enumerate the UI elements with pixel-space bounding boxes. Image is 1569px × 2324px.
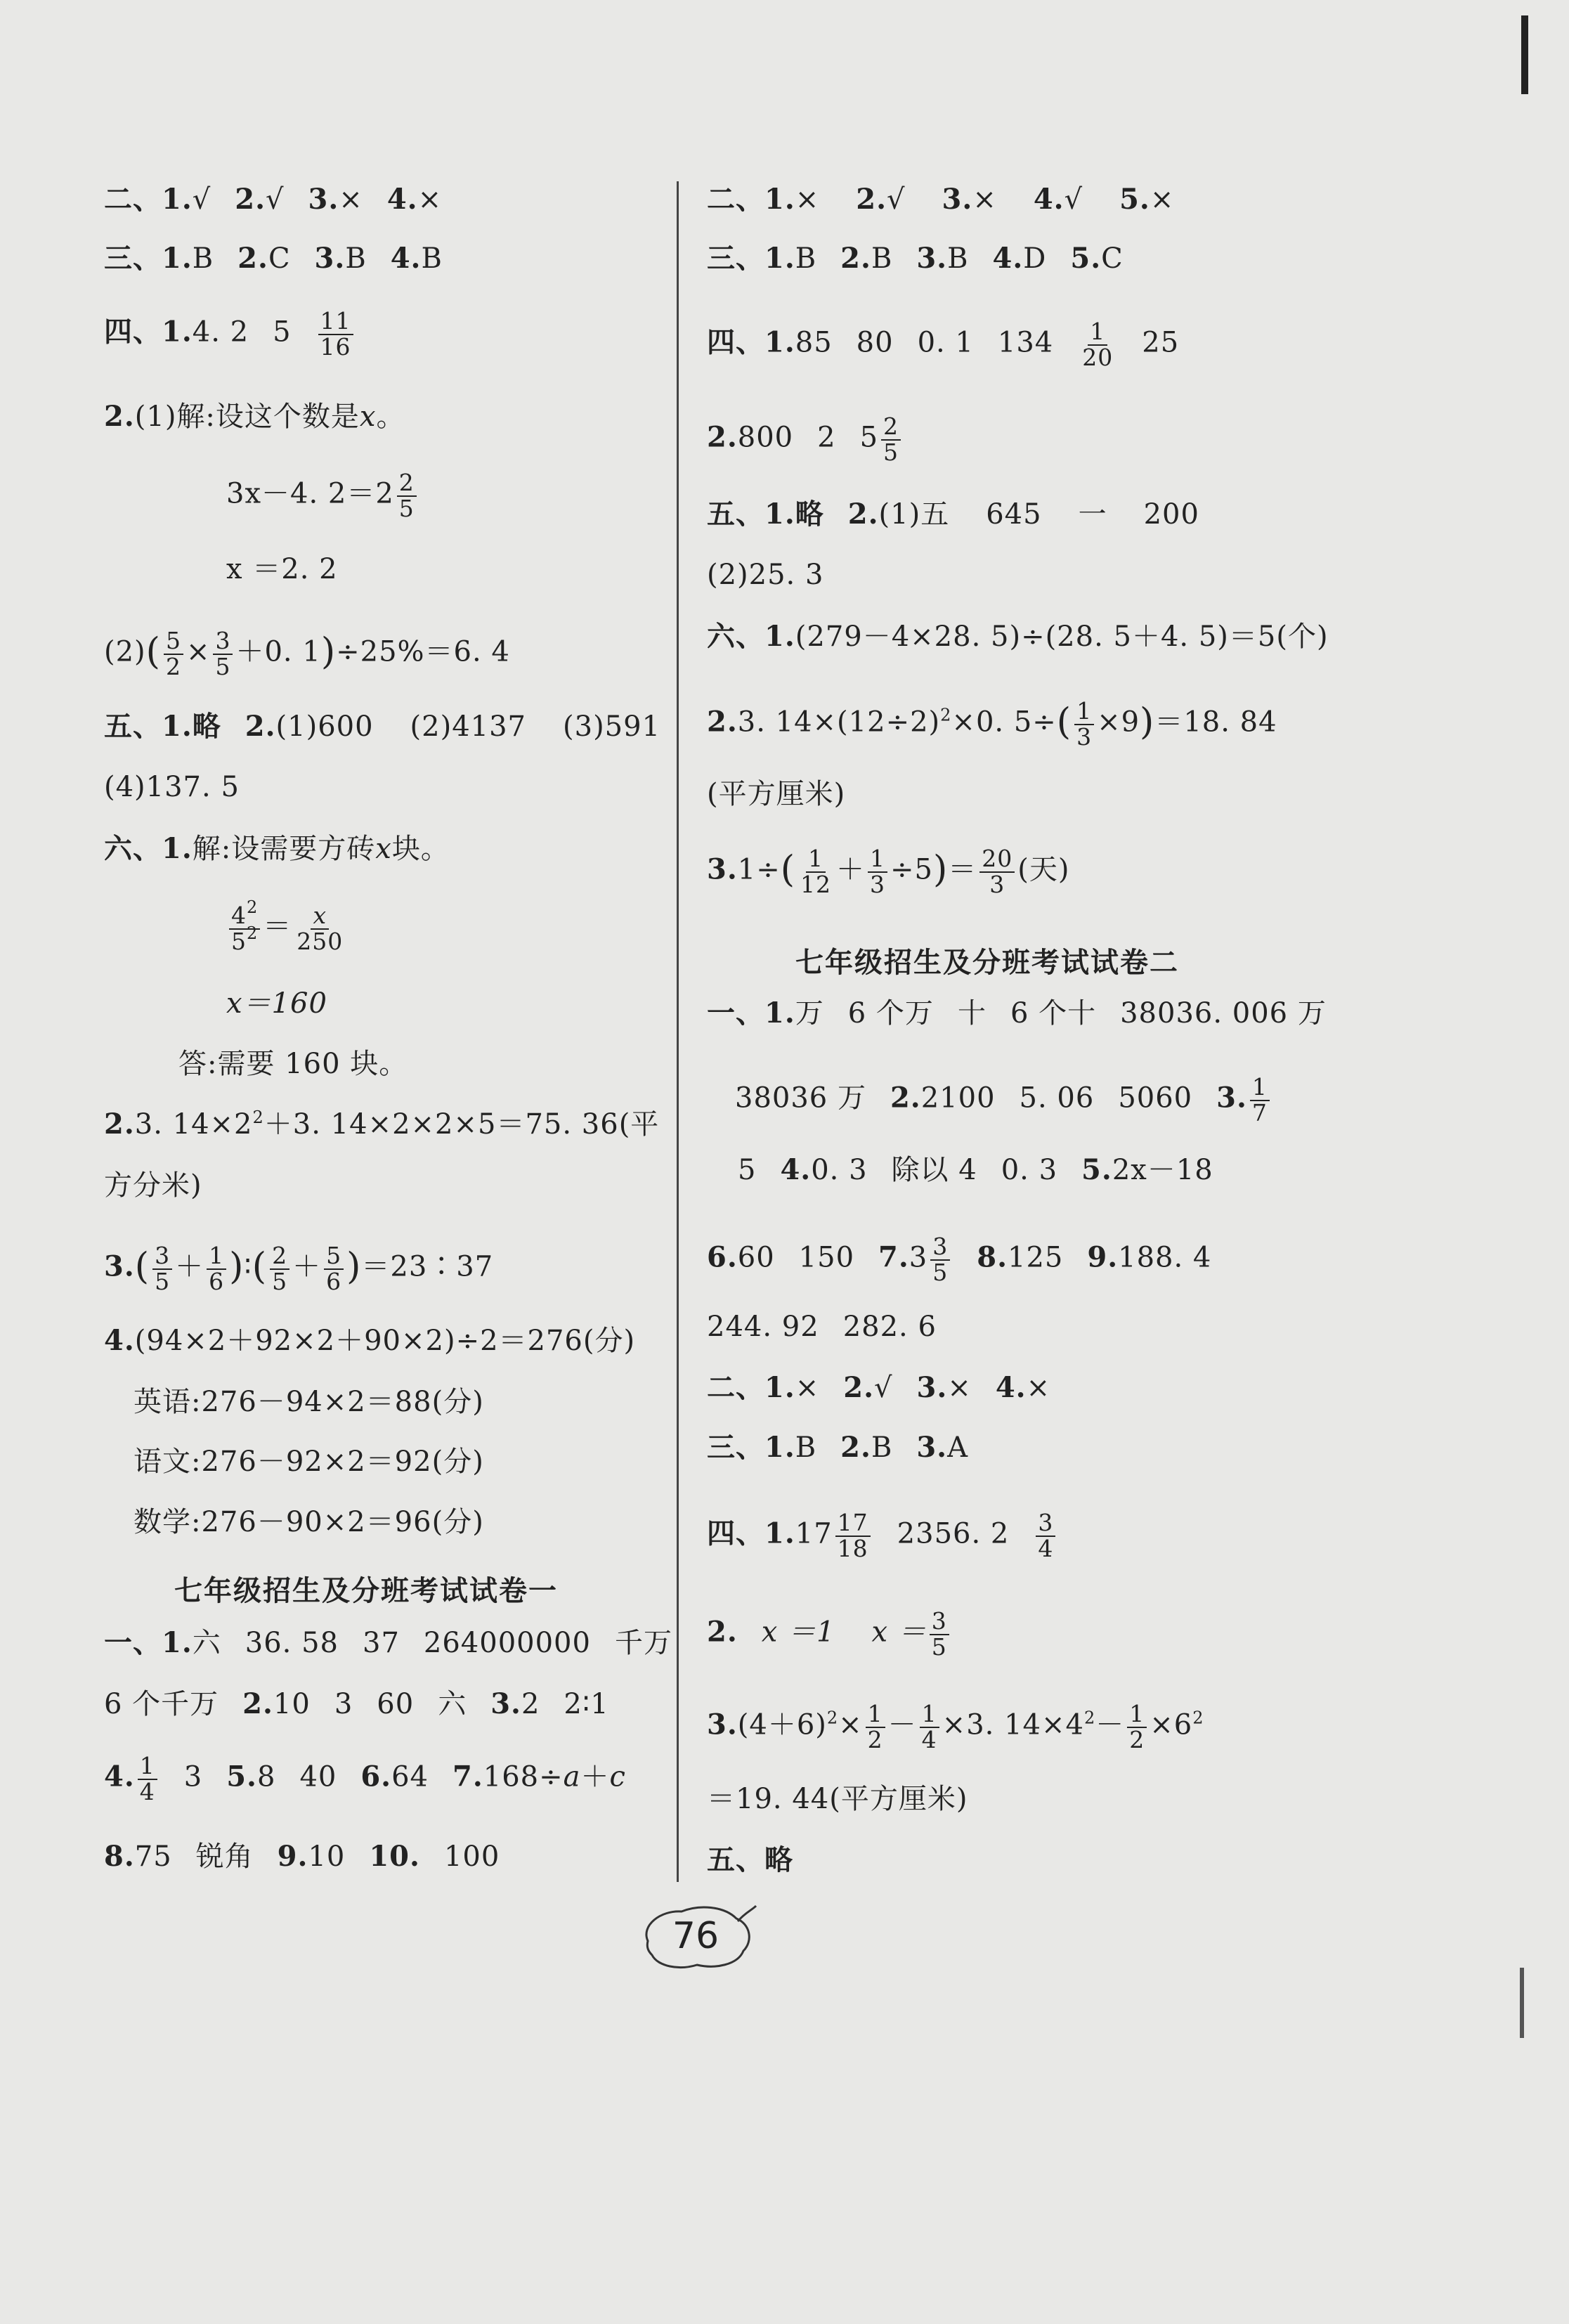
answer-line: 方分米) xyxy=(104,1169,202,1202)
fraction: $\frac{1}{2}$ xyxy=(866,1702,885,1752)
fraction: $\frac{5}{6}$ xyxy=(324,1244,344,1294)
section-title: 七年级招生及分班考试试卷一 xyxy=(174,1575,558,1607)
answer-line: 2.3. $14\times 2^2+3$. 14×2×2×5＝75. 36(平 xyxy=(104,1108,660,1141)
equation-line: x＝160 xyxy=(226,987,327,1020)
section-title: 七年级招生及分班考试试卷二 xyxy=(795,947,1179,979)
answer-line: 一、1.万 6 个万 十 6 个十 38036. 006 万 xyxy=(707,997,1327,1030)
fraction: $\frac{1}{4}$ xyxy=(920,1702,939,1752)
answer-line: 五、1.略 2.(1)五 645 一 200 xyxy=(707,498,1199,531)
fraction: $\frac{3}{5}$ xyxy=(930,1609,949,1659)
answer-line: 2.800 2 5 $\frac{2}{5}$ xyxy=(707,415,904,465)
answer-line: 8.75 锐角 9.10 10. 100 xyxy=(104,1840,500,1873)
fraction: $\frac{1}{4}$ xyxy=(138,1754,157,1804)
column-divider xyxy=(677,181,679,1882)
answer-line: 数学:276－90×2＝96(分) xyxy=(134,1506,484,1538)
fraction: $\frac{x}{250}$ xyxy=(297,902,344,955)
answer-line: 2.(1)解:设这个数是x。 xyxy=(104,400,405,433)
answer-line: $3.(4+6)^2\times$ $\frac{1}{2}$ － $\frac{1}{4}$ ×3. $14\times 4^2-$ $\frac{1}{2}$ $\times 6^2$ xyxy=(707,1700,1204,1753)
answer-line: (2)25. 3 xyxy=(707,559,824,591)
fraction: $\frac{3}{5}$ xyxy=(930,1235,950,1285)
answer-line: 英语:276－94×2＝88(分) xyxy=(134,1386,484,1418)
fraction: $\frac{5}{2}$ xyxy=(164,629,183,679)
fraction: $\frac{1}{2}$ xyxy=(1127,1702,1147,1752)
answer-line: 5 4.0. 3 除以 4 0. 3 5.2x－18 xyxy=(738,1153,1213,1186)
answer-line: 语文:276－92×2＝92(分) xyxy=(134,1446,484,1478)
fraction: $\frac{2}{5}$ xyxy=(270,1244,289,1294)
fraction: $\frac{2}{5}$ xyxy=(881,415,901,465)
fraction: $\frac{2}{5}$ xyxy=(397,471,417,521)
answer-line: 五、1.略 2.(1)600 (2)4137 (3)591 xyxy=(104,710,661,743)
answer-line: (2)( $\frac{5}{2}$ × $\frac{3}{5}$ ＋0. 1)÷25%＝6. 4 xyxy=(104,627,510,680)
answer-line: 三、1.B 2.B 3.B 4.D 5.C xyxy=(707,242,1124,275)
equation-line: 3x－4. 2＝2 $\frac{2}{5}$ xyxy=(226,471,419,521)
fraction: $\frac{17}{18}$ xyxy=(835,1511,871,1561)
answer-line: (4)137. 5 xyxy=(104,771,240,803)
scan-edge-mark xyxy=(1521,15,1528,94)
page-number-badge xyxy=(632,1897,759,1975)
answer-line: 四、1.85 80 0. 1 134 $\frac{1}{20}$ 25 xyxy=(707,318,1180,371)
answer-line: 2.3. $14\times(12\div 2)^2\times 0$. 5÷( $\frac{1}{3}$ ×9)＝18. 84 xyxy=(707,697,1277,751)
fraction: $\frac{1}{3}$ xyxy=(868,847,887,897)
fraction: $\frac{1}{12}$ xyxy=(800,845,832,898)
answer-line: 244. 92 282. 6 xyxy=(707,1311,937,1343)
fraction: $\frac{11}{16}$ xyxy=(318,309,353,359)
scan-edge-mark xyxy=(1520,1968,1524,2038)
fraction: $\frac{1}{20}$ xyxy=(1082,318,1114,371)
fraction: $\frac{1}{3}$ xyxy=(1074,699,1094,749)
fraction: $\frac{1}{6}$ xyxy=(207,1244,226,1294)
answer-line: 六、1.(279－4×28. 5)÷(28. 5＋4. 5)＝5(个) xyxy=(707,620,1329,653)
answer-line: 4. $\frac{1}{4}$ 3 5.8 40 6.64 7.168÷a＋c xyxy=(104,1752,626,1805)
answer-line: 答:需要 160 块。 xyxy=(178,1048,408,1080)
answer-line: 六、1.解:设需要方砖x块。 xyxy=(104,832,450,865)
fraction: $\frac{4^2}{5^2}$ xyxy=(229,904,260,954)
answer-line: 38036 万 2.2100 5. 06 5060 3. $\frac{1}{7}$ xyxy=(735,1075,1272,1125)
answer-line: 三、1.B 2.C 3.B 4.B xyxy=(104,242,443,275)
answer-line: 6 个千万 2.10 3 60 六 3.2 2∶1 xyxy=(104,1687,609,1720)
answer-line: 五、略 xyxy=(707,1843,793,1876)
answer-line: (平方厘米) xyxy=(707,778,846,810)
equation-line: $\frac{4^2}{5^2}$ ＝ $\frac{x}{250}$ xyxy=(226,904,348,954)
answer-line: 3.1÷( $\frac{1}{12}$ ＋ $\frac{1}{3}$ ÷5)＝ $\frac{20}{3}$ (天) xyxy=(707,845,1070,898)
equation-line: x ＝2. 2 xyxy=(226,553,338,585)
answer-line: 四、1.17 $\frac{17}{18}$ 2356. 2 $\frac{3}{4}$ xyxy=(707,1511,1058,1561)
answer-line: 3.( $\frac{3}{5}$ ＋ $\frac{1}{6}$ )∶( $\frac{2}{5}$ ＋ $\frac{5}{6}$ )＝23∶37 xyxy=(104,1242,494,1295)
answer-line: 6.60 150 7.3 $\frac{3}{5}$ 8.125 9.188. 4 xyxy=(707,1233,1212,1286)
answer-line: ＝19. 44(平方厘米) xyxy=(707,1783,968,1815)
fraction: $\frac{20}{3}$ xyxy=(979,847,1015,897)
answer-line: 4.(94×2＋92×2＋90×2)÷2＝276(分) xyxy=(104,1324,636,1357)
page-number: 76 xyxy=(672,1915,720,1957)
answer-line: 一、1.六 36. 58 37 264000000 千万 xyxy=(104,1626,672,1659)
fraction: $\frac{3}{4}$ xyxy=(1036,1511,1055,1561)
fraction: $\frac{1}{7}$ xyxy=(1250,1075,1270,1125)
answer-line: 二、1.× 2.√ 3.× 4.√ 5.× xyxy=(707,183,1175,216)
answer-line: 四、1.4. 2 5 $\frac{11}{16}$ xyxy=(104,309,356,359)
fraction: $\frac{3}{5}$ xyxy=(152,1244,172,1294)
answer-line: 二、1.× 2.√ 3.× 4.× xyxy=(707,1371,1051,1404)
answer-line: 三、1.B 2.B 3.A xyxy=(707,1431,968,1464)
fraction: $\frac{3}{5}$ xyxy=(213,629,233,679)
answer-line: 二、1.√ 2.√ 3.× 4.× xyxy=(104,183,443,216)
answer-line: 2. x ＝1 x ＝ $\frac{3}{5}$ xyxy=(707,1609,952,1659)
